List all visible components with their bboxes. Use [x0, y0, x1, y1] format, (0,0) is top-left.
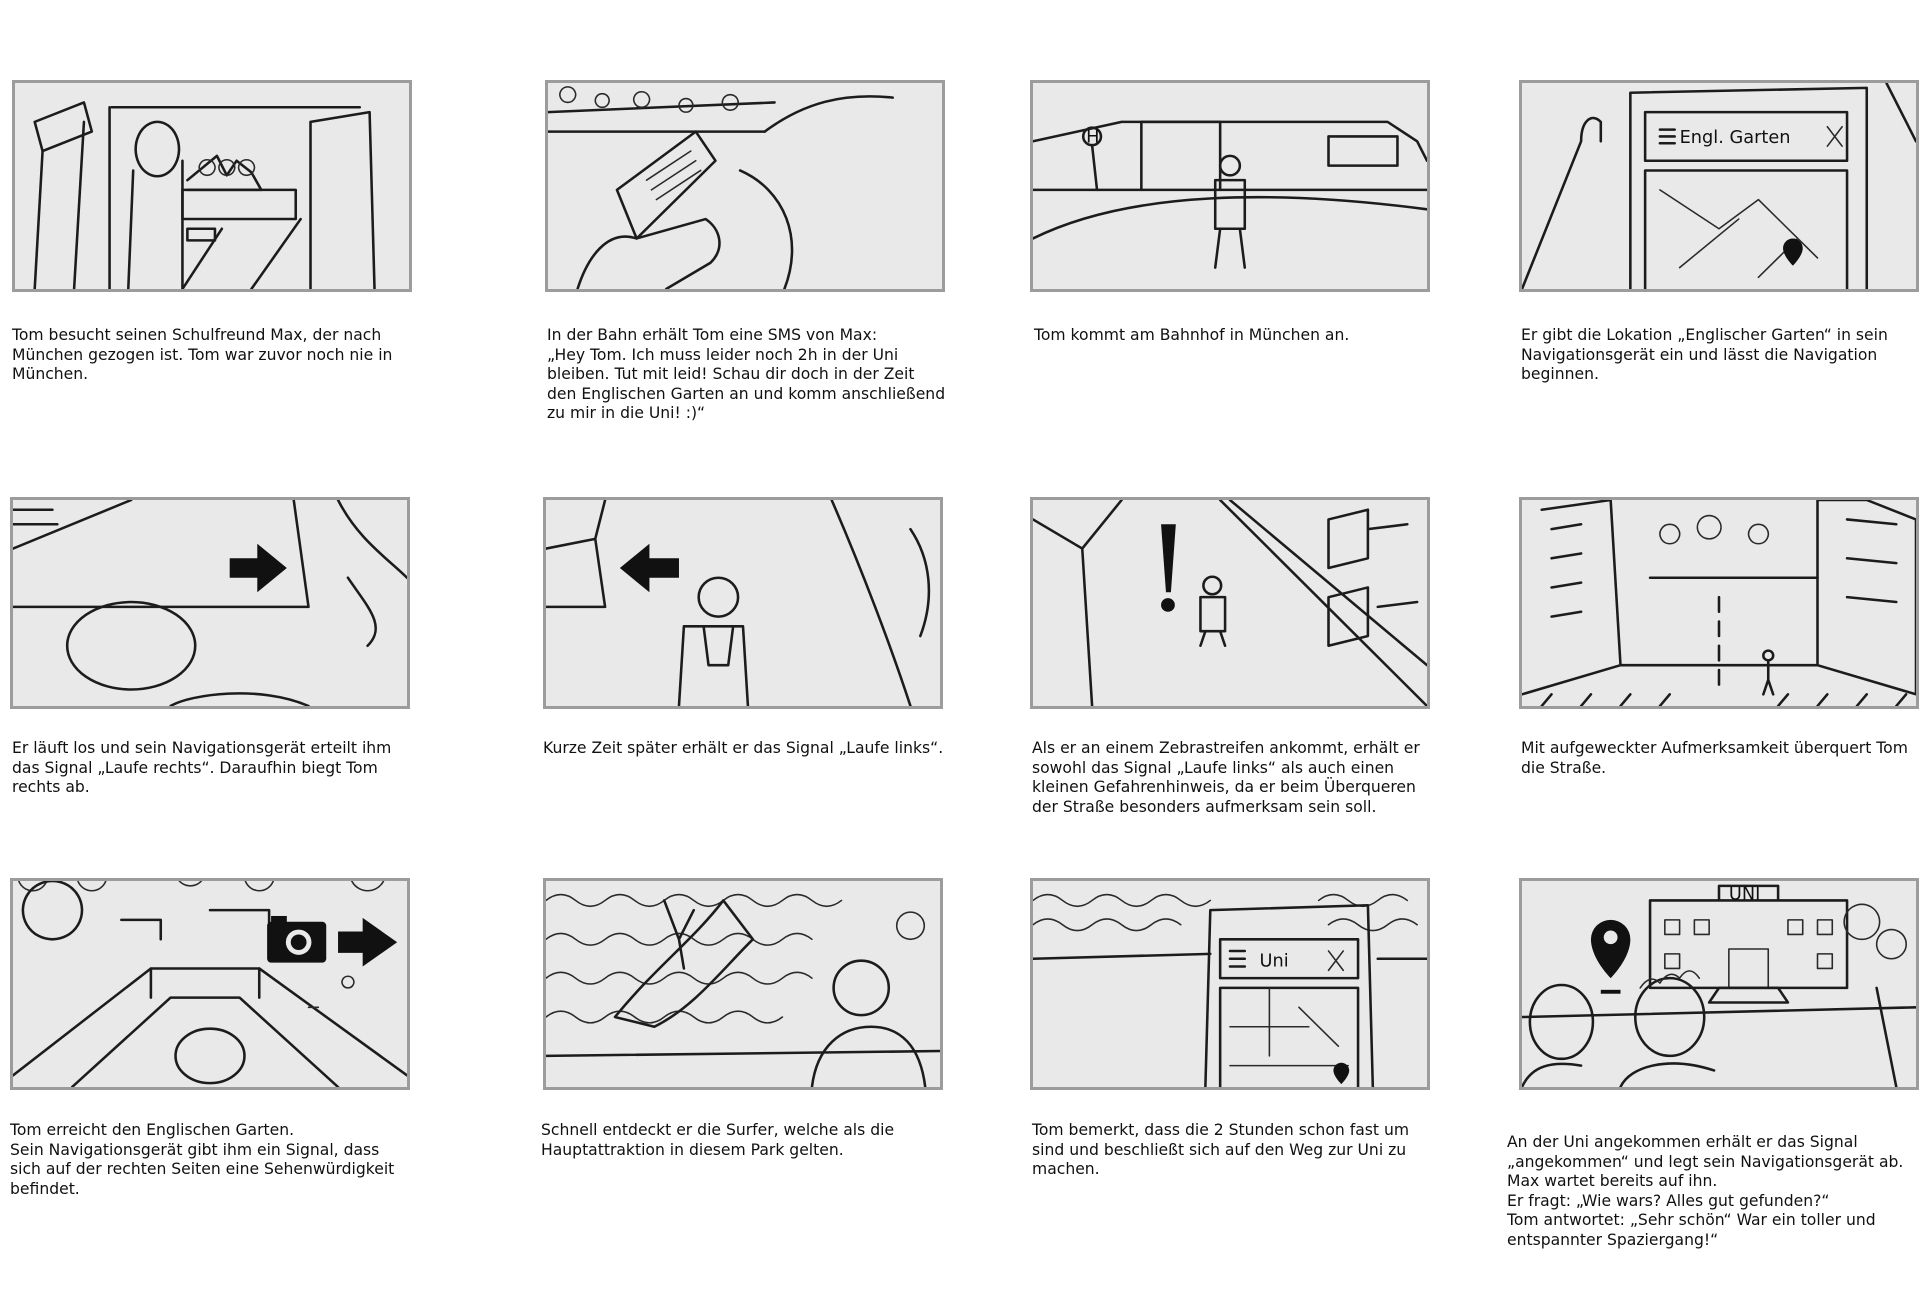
university-building-label: UNI — [1728, 884, 1761, 905]
station-sign-label: H — [1086, 127, 1100, 148]
storyboard-panel-1 — [12, 80, 412, 292]
panel-3-caption: Tom kommt am Bahnhof in München an. — [1034, 326, 1350, 344]
panel-8-caption: Mit aufgeweckter Aufmerksamkeit überquert Tom die Straße. — [1521, 739, 1908, 777]
nav-screen-destination: Uni — [1259, 951, 1289, 972]
sketch-arrived-at-uni — [1522, 881, 1916, 1087]
storyboard-panel-6 — [543, 497, 943, 709]
panel-7-caption: Als er an einem Zebrastreifen ankommt, erhält er sowohl das Signal „Laufe links“ als auch einen kleinen Gefahrenhinweis, da er beim Überqueren der Straße besonders aufmerksam sein soll. — [1032, 739, 1420, 816]
panel-10-caption: Schnell entdeckt er die Surfer, welche als die Hauptattraktion in diesem Park gelten. — [541, 1121, 895, 1159]
storyboard-panel-8 — [1519, 497, 1919, 709]
panel-12-caption: An der Uni angekommen erhält er das Signal „angekommen“ und legt sein Navigationsgerät ab. Max wartet bereits auf ihn. Er fragt: „Wie wars? Alles gut gefunden?“ Tom antwortet: „Sehr schön“ War ein toller und entspannter Spaziergang!“ — [1507, 1133, 1904, 1249]
panel-5-caption: Er läuft los und sein Navigationsgerät erteilt ihm das Signal „Laufe rechts“. Daraufhin biegt Tom rechts ab. — [12, 739, 392, 797]
sketch-crosswalk-warning — [1033, 500, 1427, 706]
storyboard-panel-2 — [545, 80, 945, 292]
storyboard-panel-10 — [543, 878, 943, 1090]
sketch-phone-sms — [548, 83, 942, 289]
storyboard-panel-11 — [1030, 878, 1430, 1090]
panel-9-caption: Tom erreicht den Englischen Garten. Sein Navigationsgerät gibt ihm ein Signal, dass sich auf der rechten Seiten eine Sehenwürdigkeit befindet. — [10, 1121, 395, 1198]
panel-4-caption: Er gibt die Lokation „Englischer Garten“ in sein Navigationsgerät ein und lässt die Navigation beginnen. — [1521, 326, 1888, 384]
sketch-english-garden — [13, 881, 407, 1087]
storyboard-panel-12 — [1519, 878, 1919, 1090]
storyboard-panel-3 — [1030, 80, 1430, 292]
sketch-tom-window — [15, 83, 409, 289]
storyboard-panel-7 — [1030, 497, 1430, 709]
sketch-navigation-to-uni — [1033, 881, 1427, 1087]
camera-icon — [267, 916, 326, 963]
panel-6-caption: Kurze Zeit später erhält er das Signal „Laufe links“. — [543, 739, 944, 757]
panel-2-caption: In der Bahn erhält Tom eine SMS von Max: „Hey Tom. Ich muss leider noch 2h in der Uni bleiben. Tut mit leid! Schau dir doch in der Zeit den Englischen Garten an und komm anschließend zu mir in die Uni! :)“ — [547, 326, 946, 423]
panel-11-caption: Tom bemerkt, dass die 2 Stunden schon fast um sind und beschließt sich auf den Weg zur Uni zu machen. — [1032, 1121, 1410, 1179]
nav-screen-destination: Engl. Garten — [1679, 128, 1791, 149]
sketch-turn-right — [13, 500, 407, 706]
storyboard-panel-4 — [1519, 80, 1919, 292]
storyboard-panel-5 — [10, 497, 410, 709]
sketch-navigation-device — [1522, 83, 1916, 289]
sketch-crossing-street — [1522, 500, 1916, 706]
sketch-train-station — [1033, 83, 1427, 289]
sketch-surfers-wave — [546, 881, 940, 1087]
panel-1-caption: Tom besucht seinen Schulfreund Max, der nach München gezogen ist. Tom war zuvor noch nie in München. — [12, 326, 393, 384]
storyboard-panel-9 — [10, 878, 410, 1090]
sketch-turn-left — [546, 500, 940, 706]
